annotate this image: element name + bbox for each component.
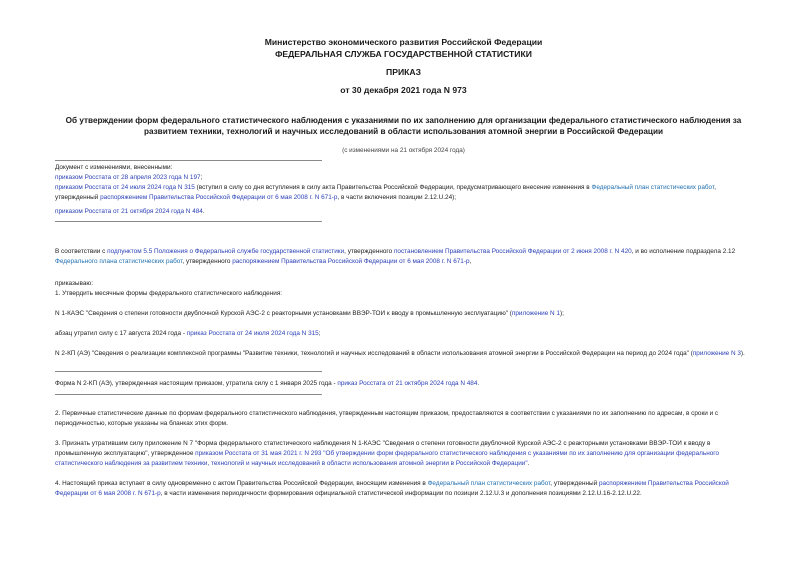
divider — [55, 394, 322, 395]
text: 3. Признать утратившим силу приложение N 7 "Форма федерального статистического наблюдения N 1-КАЭС "Сведения о степени готовности двублочной Курской АЭС-2 с реакторными установками ВВЭР-ТОИ к вводу в промышленную эксплуатацию", утвержденное — [55, 440, 711, 457]
item-3 — [55, 439, 751, 469]
doc-type: ПРИКАЗ — [386, 67, 421, 77]
link-federal-plan[interactable]: Федерального плана статистических работ — [55, 258, 183, 265]
text: , и во исполнение подраздела 2.12 — [631, 248, 736, 255]
link-federal-plan-2[interactable]: Федеральный план статистических работ — [427, 480, 551, 487]
text: , — [469, 258, 472, 265]
text: ; — [318, 330, 321, 337]
item-1: 1. Утвердить месячные формы федерального статистического наблюдения: — [55, 290, 283, 297]
form-1 — [55, 309, 751, 319]
doc-date-number: от 30 декабря 2021 года N 973 — [340, 85, 467, 95]
text: . — [527, 460, 530, 467]
text: N 2-КП (АЭ) "Сведения о реализации комплексной программы "Развитие техники, технологий и научных исследований в области использования атомной энергии в Российской Федерации на период до 2024 года" ( — [55, 350, 693, 357]
change-3 — [55, 207, 751, 217]
amendment-note: (с изменениями на 21 октября 2024 года) — [342, 147, 465, 154]
change-1 — [55, 173, 751, 183]
text: абзац утратил силу с 17 августа 2024 года - — [55, 330, 187, 337]
change-3-tail: . — [202, 208, 205, 215]
change-2-link[interactable]: приказом Росстата от 24 июля 2024 года N 315 — [55, 184, 195, 191]
ministry-name: Министерство экономического развития Российской Федерации — [264, 37, 543, 47]
change-3-link[interactable]: приказом Росстата от 21 октября 2024 года N 484 — [55, 208, 203, 215]
divider — [55, 371, 322, 372]
link-order[interactable]: распоряжением Правительства Российской Федерации от 6 мая 2008 г. N 671-р — [232, 258, 470, 265]
change-2 — [55, 183, 751, 203]
text: N 1-КАЭС "Сведения о степени готовности двублочной Курской АЭС-2 с реакторными установками ВВЭР-ТОИ к вводу в промышленную эксплуатацию" ( — [55, 310, 512, 317]
change-2-link2[interactable]: Федеральный план статистических работ — [591, 184, 715, 191]
text: , в части изменения периодичности формирования официальной статистической информации по позиции 2.12.U.3 и дополнения позициями 2.12.U.16-2.12.U.22. — [160, 490, 642, 497]
link-appendix-1[interactable]: приложение N 1 — [511, 310, 560, 317]
link-subpoint[interactable]: подпунктом 5.5 Положения о Федеральной службе государственной статистики — [107, 248, 345, 255]
lapse-note — [55, 379, 751, 389]
text: 4. Настоящий приказ вступает в силу одновременно с актом Правительства Российской Федерации, вносящим изменения в — [55, 480, 428, 487]
text: Форма N 2-КП (АЭ), утвержденная настоящим приказом, утратила силу с 1 января 2025 года - — [55, 380, 338, 387]
text: В соответствии с — [55, 248, 108, 255]
divider — [55, 160, 322, 161]
change-2-text3: , в части включения позиции 2.12.U.24); — [337, 194, 457, 201]
change-2-text1: (вступил в силу со дня вступления в силу акта Правительства Российской Федерации, предусматривающего внесение изменения в — [194, 184, 592, 191]
text: , утвержденный — [550, 480, 599, 487]
change-2-text2: , утвержденный — [55, 184, 716, 201]
link-order-315[interactable]: приказ Росстата от 24 июля 2024 года N 315 — [186, 330, 319, 337]
link-order-484[interactable]: приказ Росстата от 21 октября 2024 года N 484 — [337, 380, 478, 387]
text: ); — [560, 310, 564, 317]
link-resolution[interactable]: постановлением Правительства Российской Федерации от 2 июня 2008 г. N 420 — [393, 248, 632, 255]
link-order-293[interactable]: приказом Росстата от 31 мая 2021 г. N 293 "Об утверждении форм федерального статистического наблюдения с указаниями по их заполнению для организации федерального статистического наблюдения за развитием техники, технологий и научных исследований в области использования атомной энергии в Российской Федерации" — [55, 450, 720, 467]
text: . — [477, 380, 480, 387]
order-word: приказываю: — [55, 280, 93, 287]
link-order-671[interactable]: распоряжением Правительства Российской Федерации от 6 мая 2008 г. N 671-р — [55, 480, 729, 497]
text: ). — [740, 350, 745, 357]
item-4 — [55, 479, 751, 499]
change-1-tail: ; — [200, 174, 203, 181]
form-3 — [55, 349, 751, 359]
paragraph-basis — [55, 247, 751, 267]
text: , утвержденного — [182, 258, 233, 265]
service-name: ФЕДЕРАЛЬНАЯ СЛУЖБА ГОСУДАРСТВЕННОЙ СТАТИСТИКИ — [275, 49, 532, 59]
divider — [55, 221, 322, 222]
doc-title: Об утверждении форм федерального статистического наблюдения с указаниями по их заполнению для организации федерального статистического наблюдения за развитием техники, технологий и научных исследований в области использования атомной энергии в Российской Федерации — [65, 116, 742, 136]
item-2: 2. Первичные статистические данные по формам федерального статистического наблюдения, утвержденным настоящим приказом, предоставляются в соответствии с указаниями по их заполнению по адресам, в сроки и с периодичностью, которые указаны на бланках этих форм. — [55, 410, 719, 427]
change-2-link3[interactable]: распоряжением Правительства Российской Федерации от 6 мая 2008 г. N 671-р — [100, 194, 338, 201]
change-1-link[interactable]: приказом Росстата от 28 апреля 2023 года N 197 — [55, 174, 201, 181]
text: , утвержденного — [344, 248, 394, 255]
lapsed-paragraph — [55, 329, 751, 339]
changes-intro: Документ с изменениями, внесенными: — [55, 164, 173, 171]
link-appendix-3[interactable]: приложение N 3 — [692, 350, 741, 357]
